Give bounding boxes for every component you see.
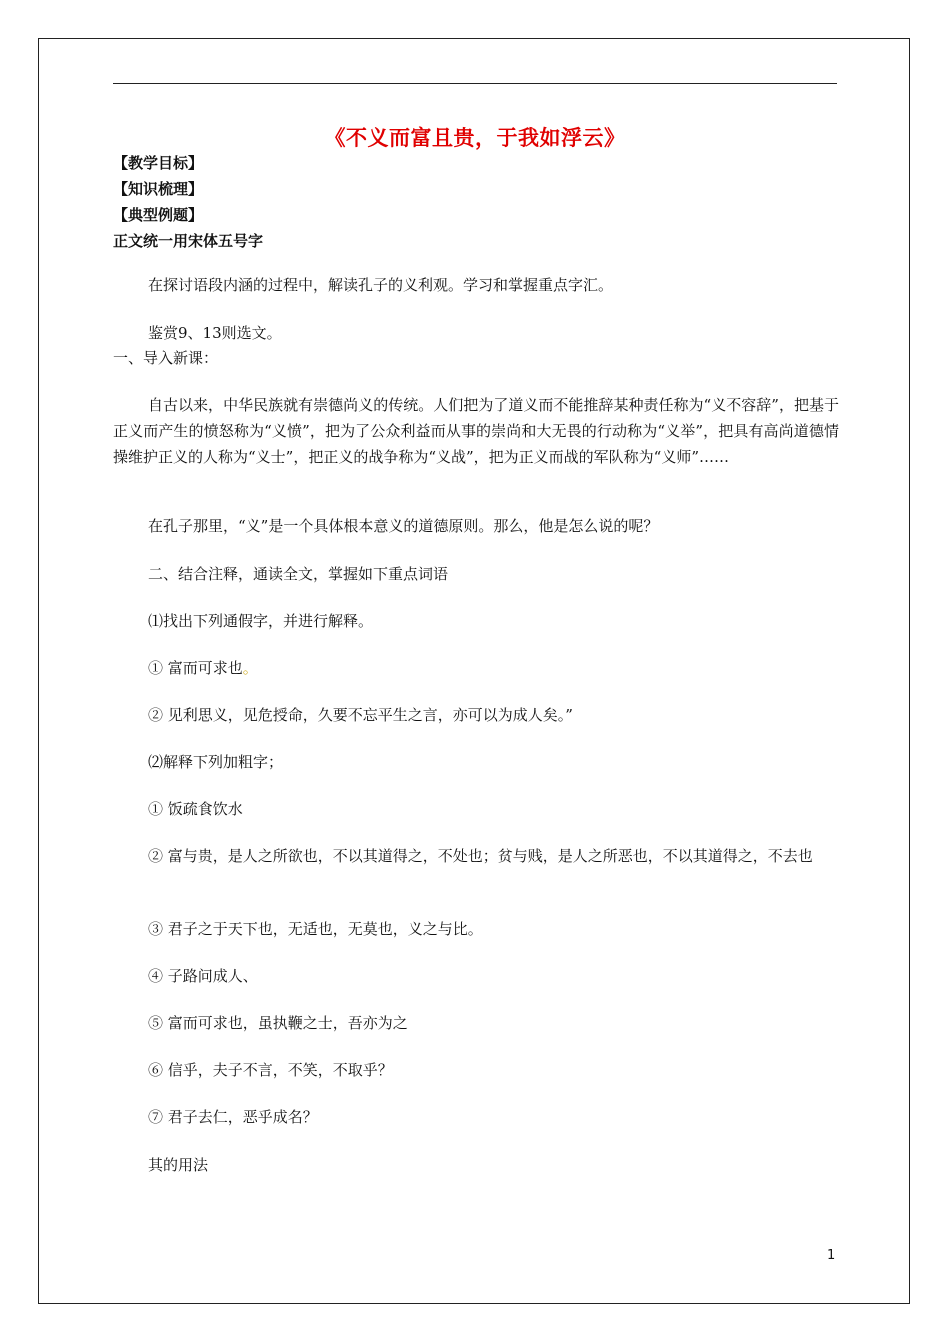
objective-text: 在探讨语段内涵的过程中，解读孔子的义利观。学习和掌握重点字汇。 bbox=[148, 276, 614, 294]
task-one: ⑴找出下列通假字，并进行解释。 bbox=[148, 612, 374, 630]
section-two-heading: 二、结合注释，通读全文，掌握如下重点词语 bbox=[148, 565, 449, 583]
list-item: ⑥ 信乎，夫子不言，不笑，不取乎？ bbox=[148, 1061, 393, 1079]
list-item: ② 富与贵，是人之所欲也，不以其道得之，不处也；贫与贱，是人之所恶也，不以其道得之，不去也 bbox=[148, 847, 813, 865]
intro-paragraph: 自古以来，中华民族就有崇德尚义的传统。人们把为了道义而不能推辞某种责任称为“义不容辞”，把基于正义而产生的愤怒称为“义愤”，把为了公众利益而从事的崇尚和大无畏的行动称为“义举”，把具有高尚道德情操维护正义的人称为“义士”，把正义的战争称为“义战”，把为正义而战的军队称为“义师”…… bbox=[113, 396, 839, 466]
heading-teaching-goal: 【教学目标】 bbox=[113, 154, 204, 172]
list-item: ⑦ 君子去仁，恶乎成名？ bbox=[148, 1108, 318, 1126]
heading-examples: 【典型例题】 bbox=[113, 206, 204, 224]
section-one-heading: 一、导入新课： bbox=[113, 349, 219, 367]
appreciate-text: 鉴赏9、13则选文。 bbox=[148, 324, 282, 342]
question-text: 在孔子那里，“义”是一个具体根本意义的道德原则。那么，他是怎么说的呢？ bbox=[148, 517, 659, 535]
list-item: ⑤ 富而可求也，虽执鞭之士，吾亦为之 bbox=[148, 1014, 408, 1032]
list-item: ③ 君子之于天下也，无适也，无莫也，义之与比。 bbox=[148, 920, 483, 938]
page-number: 1 bbox=[827, 1248, 836, 1263]
list-item-end-mark: 。 bbox=[242, 659, 258, 677]
document-title: 《不义而富且贵，于我如浮云》 bbox=[324, 126, 626, 150]
font-note: 正文统一用宋体五号字 bbox=[113, 232, 264, 250]
usage-text: 其的用法 bbox=[148, 1156, 209, 1174]
task-two: ⑵解释下列加粗字； bbox=[148, 753, 284, 771]
heading-knowledge: 【知识梳理】 bbox=[113, 180, 204, 198]
header-rule bbox=[113, 83, 837, 84]
list-item-text: ① 富而可求也 bbox=[148, 659, 243, 677]
list-item: ④ 子路问成人、 bbox=[148, 967, 258, 985]
list-item: ① 饭疏食饮水 bbox=[148, 800, 243, 818]
list-item bbox=[148, 657, 258, 678]
list-item: ② 见利思义，见危授命，久要不忘平生之言，亦可以为成人矣。” bbox=[148, 706, 573, 724]
